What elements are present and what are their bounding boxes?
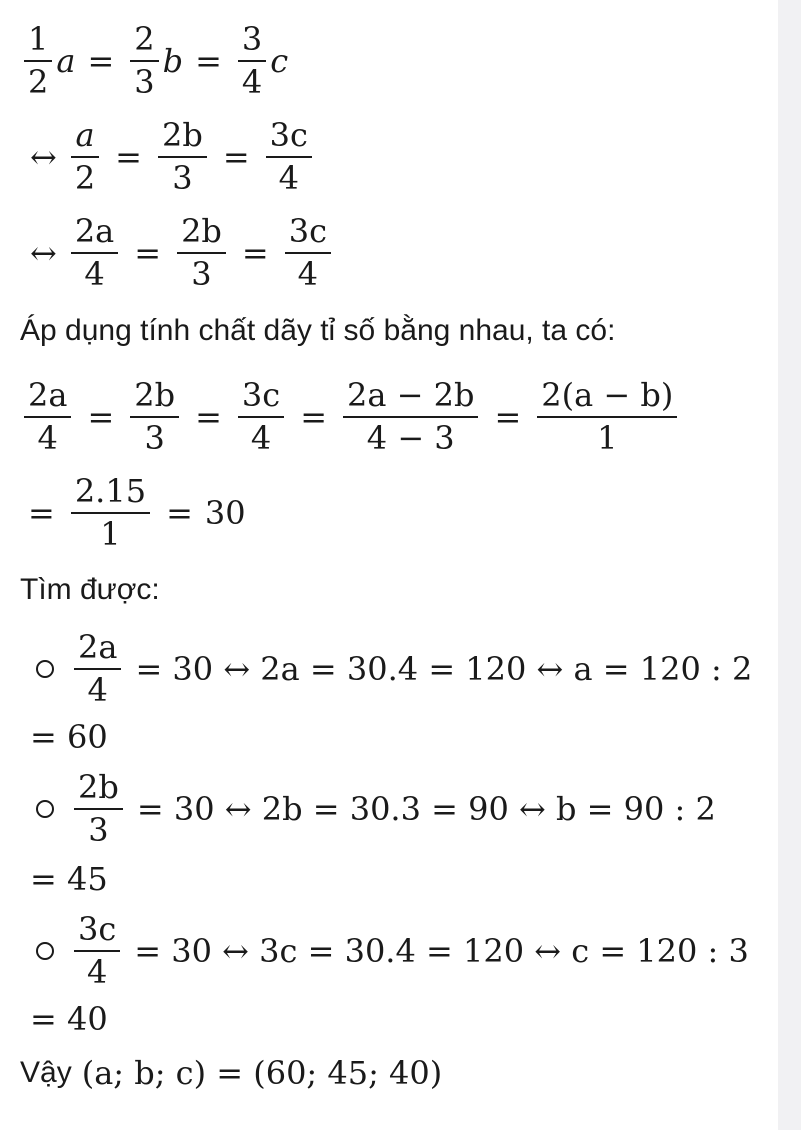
- equals-sign: =: [195, 41, 222, 80]
- list-item-continuation: = 40: [30, 1000, 108, 1038]
- equals-sign: =: [222, 137, 250, 176]
- item-expression: = 30 ↔ 2b = 30.3 = 90 ↔ b = 90 : 2: [136, 789, 716, 828]
- equals-sign: =: [87, 397, 115, 436]
- denominator: 4: [278, 158, 299, 197]
- variable: b: [162, 41, 184, 80]
- denominator: 4 − 3: [366, 418, 455, 457]
- denominator: 1: [100, 514, 121, 553]
- numerator: 2a − 2b: [343, 378, 478, 418]
- denominator: 3: [134, 62, 155, 101]
- fraction: [24, 22, 52, 99]
- numerator: 2a: [71, 214, 118, 254]
- fraction: [24, 378, 71, 455]
- numerator: 1: [24, 22, 52, 62]
- equation-line-4: [20, 378, 681, 455]
- equation-line-1: [20, 22, 288, 99]
- fraction: [71, 474, 150, 551]
- item-expression: = 30 ↔ 3c = 30.4 = 120 ↔ c = 120 : 3: [134, 931, 749, 970]
- fraction: [158, 118, 207, 195]
- numerator: 2.15: [71, 474, 150, 514]
- fraction: [71, 118, 99, 195]
- list-item-continuation: = 45: [30, 860, 108, 898]
- fraction: [238, 378, 284, 455]
- equation-line-3: [20, 214, 335, 291]
- find-text: Tìm được:: [20, 573, 160, 606]
- conclusion-label: Vậy: [20, 1056, 72, 1089]
- numerator: 3c: [74, 912, 120, 952]
- denominator: 3: [144, 418, 165, 457]
- equation-line-2: [20, 118, 316, 195]
- fraction: [537, 378, 677, 455]
- item-expression: = 30 ↔ 2a = 30.4 = 120 ↔ a = 120 : 2: [135, 649, 753, 688]
- denominator: 4: [241, 62, 263, 101]
- equivalence-arrow: ↔: [30, 233, 57, 272]
- equals-sign: =: [134, 233, 162, 272]
- numerator: 3: [238, 22, 266, 62]
- numerator: 2(a − b): [537, 378, 677, 418]
- numerator: 2b: [130, 378, 179, 418]
- denominator: 1: [597, 418, 618, 457]
- denominator: 2: [28, 62, 49, 101]
- fraction: [285, 214, 331, 291]
- denominator: 4: [87, 670, 108, 709]
- list-item: [28, 912, 749, 989]
- denominator: 3: [191, 254, 212, 293]
- numerator: 2b: [177, 214, 226, 254]
- numerator: 2b: [74, 770, 123, 810]
- numerator: 2a: [74, 630, 121, 670]
- side-panel: [778, 0, 801, 1130]
- equals-sign: =: [494, 397, 522, 436]
- fraction: [130, 22, 158, 99]
- numerator: 3c: [266, 118, 312, 158]
- fraction: [177, 214, 226, 291]
- denominator: 4: [86, 952, 108, 991]
- equivalence-arrow: ↔: [30, 137, 57, 176]
- denominator: 4: [37, 418, 58, 457]
- conclusion-math: (a; b; c) = (60; 45; 40): [81, 1054, 443, 1092]
- denominator: 3: [172, 158, 193, 197]
- fraction: [74, 770, 123, 847]
- denominator: 2: [74, 158, 96, 197]
- circle-bullet-icon: [36, 800, 54, 818]
- fraction: [71, 214, 118, 291]
- numerator: 3c: [285, 214, 331, 254]
- equals-sign: =: [241, 233, 269, 272]
- equals-sign: =: [166, 493, 193, 532]
- denominator: 4: [297, 254, 319, 293]
- apply-property-text: Áp dụng tính chất dãy tỉ số bằng nhau, ta có:: [20, 314, 616, 347]
- numerator: 2a: [24, 378, 71, 418]
- variable: a: [56, 41, 76, 80]
- equals-sign: =: [28, 493, 55, 532]
- equals-sign: =: [87, 41, 115, 80]
- circle-bullet-icon: [36, 660, 54, 678]
- result-value: 30: [204, 493, 246, 532]
- fraction: [74, 912, 120, 989]
- numerator: a: [71, 118, 98, 158]
- denominator: 3: [88, 810, 109, 849]
- fraction: [343, 378, 478, 455]
- equals-sign: =: [115, 137, 142, 176]
- equals-sign: =: [300, 397, 327, 436]
- fraction: [266, 118, 312, 195]
- fraction: [238, 22, 266, 99]
- equals-sign: =: [195, 397, 222, 436]
- numerator: 2b: [158, 118, 207, 158]
- list-item-continuation: = 60: [30, 718, 108, 756]
- list-item: [28, 630, 752, 707]
- numerator: 2: [130, 22, 158, 62]
- equation-line-5: [20, 474, 246, 551]
- fraction: [74, 630, 121, 707]
- conclusion-line: [20, 1054, 442, 1092]
- circle-bullet-icon: [36, 942, 54, 960]
- list-item: [28, 770, 716, 847]
- denominator: 4: [250, 418, 272, 457]
- fraction: [130, 378, 179, 455]
- denominator: 4: [84, 254, 105, 293]
- numerator: 3c: [238, 378, 284, 418]
- variable: c: [270, 41, 289, 80]
